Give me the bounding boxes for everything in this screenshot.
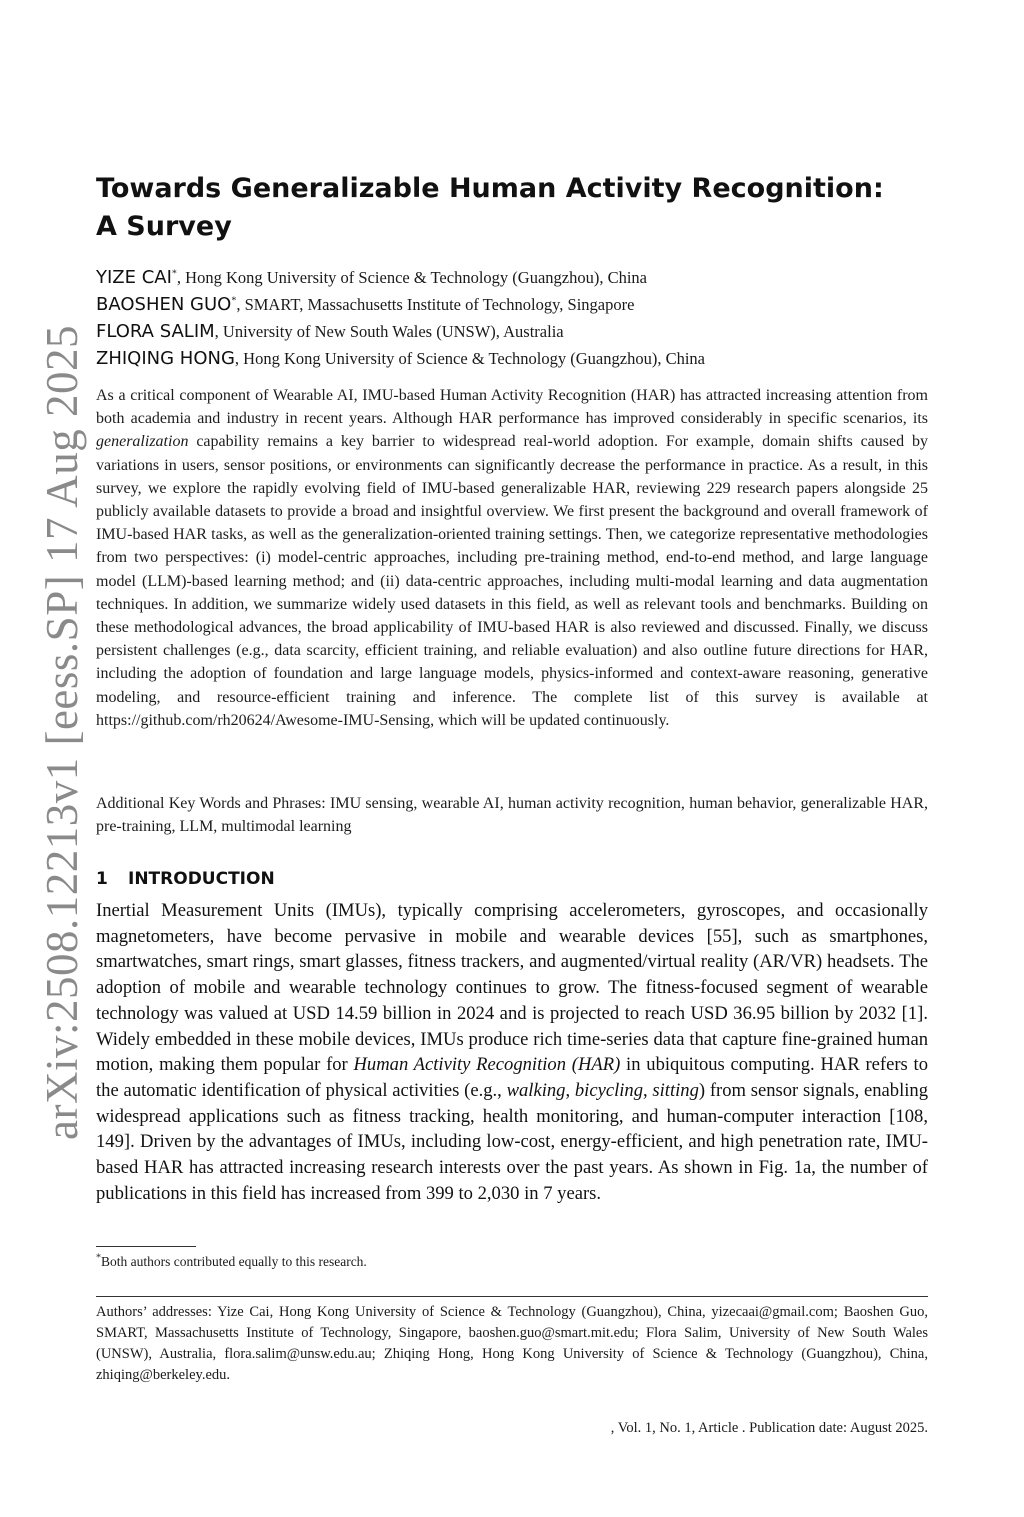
intro-emphasis: Human Activity Recognition (HAR) (353, 1054, 621, 1076)
equal-contribution-mark: * (171, 268, 177, 280)
abstract (96, 384, 928, 732)
footnote-mark: * (96, 1252, 101, 1264)
author-affiliation: , Hong Kong University of Science & Technology (Guangzhou), China (176, 268, 647, 287)
footnote (96, 1252, 367, 1272)
author-entry (96, 318, 936, 345)
section-heading (96, 866, 275, 892)
author-entry (96, 345, 936, 372)
author-list (96, 264, 936, 372)
author-name: YIZE CAI (96, 267, 172, 288)
intro-text: ) from sensor signals, enabling widespread applications such as fitness tracking, health monitoring, and human-computer interaction [108, 149]. Driven by the advantages of IMUs, including low-cost, energy-efficient, and high penetration rate, IMU-based HAR has attracted increasing research interests over the past years. As shown in Fig. 1a, the number of publications in this field has increased from 399 to 2,030 in 7 years. (96, 1079, 929, 1204)
keywords: Additional Key Words and Phrases: IMU sensing, wearable AI, human activity recognition, human behavior, generalizable HAR, pre-training, LLM, multimodal learning (96, 795, 928, 836)
intro-text: in ubiquitous computing. HAR refers to the automatic identification of physical activities (e.g., (96, 1054, 928, 1101)
introduction-paragraph (96, 898, 928, 1206)
intro-emphasis: bicycling (574, 1079, 644, 1101)
intro-text: Inertial Measurement Units (IMUs), typically comprising accelerometers, gyroscopes, and occasionally magnetometers, have become pervasive in mobile and wearable devices [55], such as smartphones, smartwatches, smart rings, smart glasses, fitness trackers, and augmented/virtual reality (AR/VR) headsets. The adoption of mobile and wearable technology continues to grow. The fitness-focused segment of wearable technology was valued at USD 14.59 billion in 2024 and is projected to reach USD 36.95 billion by 2032 [1]. Widely embedded in these mobile devices, IMUs produce rich time-series data that capture fine-grained human motion, making them popular for (96, 900, 928, 1076)
author-addresses: Authors’ addresses: Yize Cai, Hong Kong University of Science & Technology (Guangzhou), China, yizecaai@gmail.com; Baoshen Guo, SMART, Massachusetts Institute of Technology, Singapore, baoshen.guo@smart.mit.edu; Flora Salim, University of New South Wales (UNSW), Australia, flora.salim@unsw.edu.au; Zhiqing Hong, Hong Kong University of Science & Technology (Guangzhou), China, zhiqing@berkeley.edu. (96, 1304, 928, 1383)
author-name: BAOSHEN GUO (96, 294, 232, 315)
abstract-emphasis: generalization (96, 433, 189, 451)
author-affiliation: , SMART, Massachusetts Institute of Technology, Singapore (236, 295, 635, 314)
publication-info: , Vol. 1, No. 1, Article . Publication date: August 2025. (610, 1420, 928, 1436)
intro-text: , (643, 1079, 653, 1101)
intro-emphasis: sitting (652, 1079, 699, 1101)
author-name: FLORA SALIM (96, 321, 215, 342)
abstract-text: capability remains a key barrier to widespread real-world adoption. For example, domain shifts caused by variations in users, sensor positions, or environments can significantly decrease the performance in practice. As a result, in this survey, we explore the rapidly evolving field of IMU-based generalizable HAR, reviewing 229 research papers alongside 25 publicly available datasets to provide a broad and insightful overview. We first present the background and overall framework of IMU-based HAR tasks, as well as the generalization-oriented training settings. Then, we categorize representative methodologies from two perspectives: (i) model-centric approaches, including pre-training method, end-to-end method, and large language model (LLM)-based learning method; and (ii) data-centric approaches, including multi-modal learning and data augmentation techniques. In addition, we summarize widely used datasets in this field, as well as relevant tools and benchmarks. Building on these methodological advances, the broad applicability of IMU-based HAR is also reviewed and discussed. Finally, we discuss persistent challenges (e.g., data scarcity, efficient training, and reliable evaluation) and also outline future directions for HAR, including the adoption of foundation and large language models, physics-informed and context-aware reasoning, generative modeling, and resource-efficient training and inference. The complete list of this survey is available at https://github.com/rh20624/Awesome-IMU-Sensing, which will be updated continuously. (96, 433, 928, 729)
author-affiliation: , University of New South Wales (UNSW), Australia (214, 322, 564, 341)
author-affiliation: , Hong Kong University of Science & Technology (Guangzhou), China (234, 349, 705, 368)
author-name: ZHIQING HONG (96, 348, 235, 369)
intro-text: , (565, 1079, 575, 1101)
section-number: 1 (96, 869, 108, 889)
author-entry (96, 264, 936, 291)
footnote-text: Both authors contributed equally to this research. (101, 1254, 367, 1269)
equal-contribution-mark: * (231, 295, 237, 307)
intro-emphasis: walking (506, 1079, 566, 1101)
author-entry (96, 291, 936, 318)
footnote-divider (96, 1246, 196, 1247)
paper-title: Towards Generalizable Human Activity Recognition: A Survey (96, 173, 884, 242)
arxiv-identifier: arXiv:2508.12213v1 [eess.SP] 17 Aug 2025 (37, 325, 87, 1140)
section-title: INTRODUCTION (128, 869, 275, 889)
abstract-text: As a critical component of Wearable AI, IMU-based Human Activity Recognition (HAR) has attracted increasing attention from both academia and industry in recent years. Although HAR performance has improved considerably in specific scenarios, its (96, 387, 928, 428)
addresses-divider (96, 1296, 928, 1297)
